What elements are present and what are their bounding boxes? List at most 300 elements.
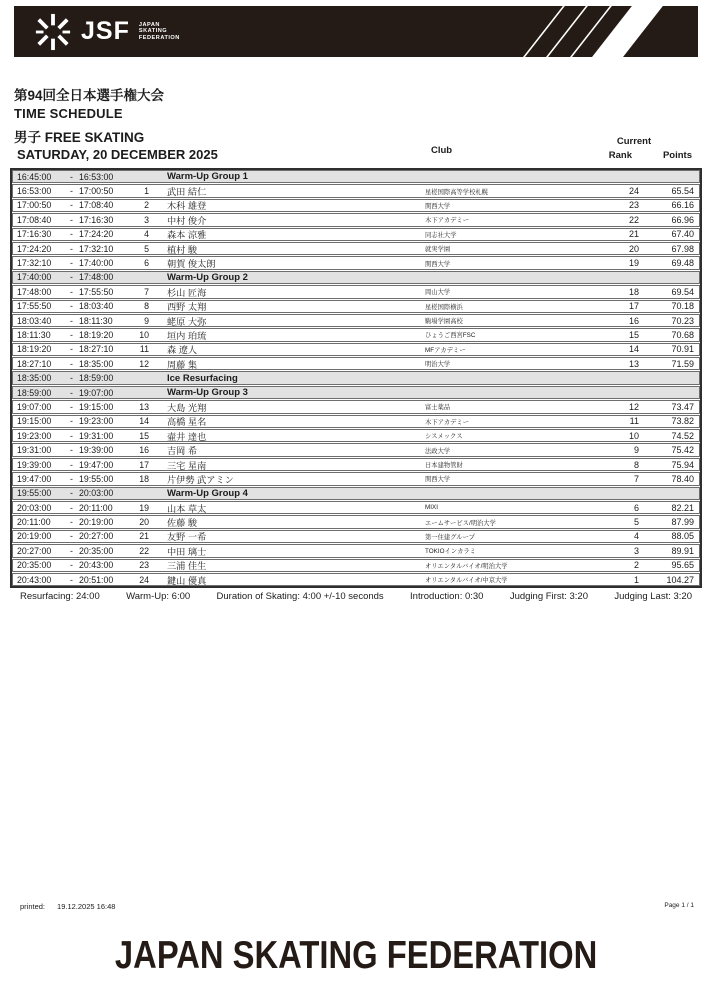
- current-rank: 18: [628, 286, 639, 297]
- time-range: [13, 200, 125, 210]
- time-separator: -: [70, 401, 73, 412]
- club-name: 富士薬品: [425, 404, 451, 412]
- time-separator: -: [70, 459, 73, 470]
- schedule-row: [12, 429, 700, 442]
- current-points: 75.94: [671, 459, 694, 470]
- skater-name: 中村 俊介: [167, 215, 207, 226]
- start-number: 8: [144, 301, 149, 312]
- end-time: 19:39:00: [79, 445, 114, 456]
- club-name: 関西大学: [425, 260, 451, 268]
- start-time: 20:11:00: [17, 517, 51, 528]
- start-number: 16: [139, 445, 149, 456]
- current-points: 71.59: [671, 358, 694, 369]
- time-separator: -: [70, 531, 73, 542]
- group-label: Ice Resurfacing: [167, 372, 238, 384]
- current-points: 73.47: [671, 401, 694, 412]
- group-label: Warm-Up Group 1: [167, 171, 248, 183]
- group-label: Warm-Up Group 2: [167, 271, 248, 283]
- diagonal-stripe-wide: [579, 6, 673, 57]
- time-separator: -: [70, 243, 73, 254]
- time-range: [13, 531, 125, 541]
- schedule-row: [12, 559, 700, 572]
- current-rank: 10: [628, 430, 639, 441]
- current-points: 75.42: [671, 445, 694, 456]
- time-separator: -: [70, 186, 73, 197]
- end-time: 19:47:00: [79, 459, 114, 470]
- time-range: [13, 517, 125, 527]
- current-points: 67.40: [671, 229, 694, 240]
- schedule-row: [12, 213, 700, 226]
- time-separator: -: [70, 358, 73, 369]
- skater-name: 鍵山 優真: [167, 575, 207, 586]
- start-number: 21: [139, 531, 149, 542]
- time-separator: -: [70, 344, 73, 355]
- time-range: [13, 503, 125, 513]
- start-number: 3: [144, 214, 149, 225]
- time-range: [13, 402, 125, 412]
- end-time: 16:53:00: [79, 171, 114, 182]
- start-number: 1: [144, 186, 149, 197]
- printed-label: printed:: [20, 902, 46, 911]
- schedule-row: [12, 472, 700, 485]
- club-name: ひょうご西宮FSC: [425, 332, 476, 340]
- current-points: 89.91: [671, 545, 694, 556]
- timing-note: Resurfacing: 24:00: [20, 591, 100, 602]
- current-points: 88.05: [671, 531, 694, 542]
- start-time: 20:27:00: [17, 545, 52, 556]
- timing-note: Warm-Up: 6:00: [126, 591, 191, 602]
- time-range: [13, 330, 125, 340]
- skater-name: 壷井 達也: [167, 431, 207, 442]
- jsf-logo: [34, 6, 180, 57]
- segment-title: 男子 FREE SKATING: [14, 130, 145, 145]
- time-separator: -: [70, 373, 73, 384]
- start-number: 24: [139, 574, 149, 585]
- schedule-row: [12, 443, 700, 456]
- end-time: 19:55:00: [79, 473, 114, 484]
- time-range: [13, 474, 125, 484]
- end-time: 19:31:00: [79, 430, 114, 441]
- time-range: [13, 258, 125, 268]
- end-time: 18:19:20: [79, 329, 114, 340]
- start-time: 20:35:00: [17, 560, 52, 571]
- printed-timestamp: [20, 902, 115, 911]
- current-rank: 16: [628, 315, 639, 326]
- end-time: 19:07:00: [79, 387, 114, 398]
- start-number: 2: [144, 200, 149, 211]
- end-time: 17:40:00: [79, 258, 114, 269]
- club-name: 明治大学: [425, 361, 451, 369]
- current-rank: 22: [628, 214, 639, 225]
- start-time: 20:19:00: [17, 531, 52, 542]
- end-time: 20:51:00: [79, 574, 114, 585]
- schedule-row: [12, 242, 700, 255]
- time-separator: -: [70, 329, 73, 340]
- club-name: 法政大学: [425, 447, 451, 455]
- club-name: シスメックス: [425, 433, 463, 441]
- time-range: [13, 244, 125, 254]
- start-time: 19:23:00: [17, 430, 52, 441]
- time-range: [13, 416, 125, 426]
- time-separator: -: [70, 229, 73, 240]
- end-time: 18:59:00: [79, 373, 114, 384]
- start-time: 20:03:00: [17, 502, 52, 513]
- jsf-logo-subtext-line1: JAPAN: [138, 21, 160, 28]
- start-number: 17: [139, 459, 149, 470]
- time-range: [13, 215, 125, 225]
- current-points: 87.99: [671, 517, 694, 528]
- skater-name: 蛯原 大弥: [167, 316, 207, 327]
- club-name: 同志社大学: [425, 231, 457, 239]
- current-rank: 19: [628, 258, 639, 269]
- club-name: 星槎国際横浜: [425, 303, 463, 311]
- start-time: 17:08:40: [17, 214, 52, 225]
- start-number: 4: [144, 229, 149, 240]
- start-time: 17:16:30: [17, 229, 52, 240]
- current-points: 78.40: [671, 473, 694, 484]
- start-number: 10: [139, 329, 149, 340]
- current-points: 95.65: [671, 560, 694, 571]
- club-name: 関西大学: [425, 202, 451, 210]
- time-range: [13, 388, 125, 398]
- start-time: 16:53:00: [17, 186, 52, 197]
- current-rank: 3: [633, 545, 639, 556]
- schedule-row: [12, 256, 700, 269]
- time-separator: -: [70, 286, 73, 297]
- skater-name: 植村 駿: [167, 244, 198, 255]
- current-points: 65.54: [671, 186, 694, 197]
- timing-note: Duration of Skating: 4:00 +/-10 seconds: [216, 591, 384, 602]
- end-time: 17:16:30: [79, 214, 114, 225]
- time-separator: -: [70, 502, 73, 513]
- schedule-group-row: [12, 487, 700, 500]
- group-label: Warm-Up Group 3: [167, 387, 248, 399]
- column-header-current: Current: [616, 136, 652, 147]
- current-points: 104.27: [666, 574, 694, 585]
- end-time: 17:55:50: [79, 286, 114, 297]
- end-time: 18:11:30: [79, 315, 113, 326]
- time-separator: -: [70, 272, 73, 283]
- time-separator: -: [70, 445, 73, 456]
- start-time: 19:31:00: [17, 445, 52, 456]
- start-time: 17:40:00: [17, 272, 52, 283]
- end-time: 20:11:00: [79, 502, 113, 513]
- jsf-logo-subtext-line2: SKATING: [138, 28, 168, 35]
- time-range: [13, 172, 125, 182]
- current-rank: 8: [633, 459, 639, 470]
- current-rank: 15: [628, 329, 639, 340]
- schedule-group-row: [12, 386, 700, 399]
- schedule-group-row: [12, 371, 700, 384]
- current-rank: 5: [633, 517, 639, 528]
- skater-name: 友野 一希: [167, 532, 207, 543]
- schedule-row: [12, 314, 700, 327]
- skater-name: 武田 結仁: [167, 187, 207, 198]
- schedule-row: [12, 458, 700, 471]
- club-name: オリエンタルバイオ/明治大学: [425, 562, 508, 570]
- time-separator: -: [70, 214, 73, 225]
- start-number: 23: [139, 560, 149, 571]
- end-time: 18:03:40: [79, 301, 114, 312]
- schedule-group-row: [12, 170, 700, 183]
- column-header-rank: Rank: [608, 150, 632, 161]
- skater-name: 西野 太翔: [167, 302, 207, 313]
- time-range: [13, 373, 125, 383]
- skater-name: 三宅 星南: [167, 460, 207, 471]
- schedule-row: [12, 400, 700, 413]
- skater-name: 高橋 星名: [167, 417, 207, 428]
- club-name: 岡山大学: [425, 289, 451, 297]
- skater-name: 朝賀 俊太朗: [167, 259, 216, 270]
- time-range: [13, 546, 125, 556]
- end-time: 17:00:50: [79, 186, 114, 197]
- skater-name: 杉山 匠海: [167, 287, 207, 298]
- document-title: TIME SCHEDULE: [14, 106, 123, 121]
- start-number: 7: [144, 286, 149, 297]
- current-points: 69.48: [671, 258, 694, 269]
- end-time: 20:03:00: [79, 488, 114, 499]
- schedule-row: [12, 328, 700, 341]
- time-separator: -: [70, 473, 73, 484]
- current-rank: 6: [633, 502, 639, 513]
- start-time: 16:45:00: [17, 171, 52, 182]
- time-separator: -: [70, 574, 73, 585]
- start-number: 15: [139, 430, 149, 441]
- current-points: 66.96: [671, 214, 694, 225]
- schedule-row: [12, 501, 700, 514]
- time-range: [13, 316, 125, 326]
- schedule-rows: [12, 170, 700, 586]
- start-time: 17:32:10: [17, 258, 52, 269]
- club-name: MIXI: [425, 504, 438, 512]
- skater-name: 吉岡 希: [167, 446, 198, 457]
- current-points: 70.91: [671, 344, 694, 355]
- club-name: 駒場学園高校: [425, 318, 463, 326]
- schedule-group-row: [12, 271, 700, 284]
- timing-note: Judging Last: 3:20: [614, 591, 692, 602]
- current-rank: 20: [628, 243, 639, 254]
- time-range: [13, 575, 125, 585]
- current-points: 70.68: [671, 329, 694, 340]
- time-separator: -: [70, 315, 73, 326]
- time-separator: -: [70, 171, 73, 182]
- start-time: 20:43:00: [17, 574, 52, 585]
- start-time: 17:48:00: [17, 286, 52, 297]
- skater-name: 森 遼人: [167, 345, 198, 356]
- time-range: [13, 445, 125, 455]
- start-number: 22: [139, 545, 149, 556]
- start-time: 19:07:00: [17, 401, 52, 412]
- skater-name: 木科 雄登: [167, 201, 207, 212]
- jsf-snowflake-icon: [34, 13, 72, 51]
- end-time: 19:15:00: [79, 401, 114, 412]
- skater-name: 山本 草太: [167, 503, 207, 514]
- current-rank: 24: [628, 186, 639, 197]
- current-rank: 17: [628, 301, 639, 312]
- start-time: 19:47:00: [17, 473, 52, 484]
- club-name: 木下アカデミー: [425, 217, 470, 225]
- club-name: エームサービス/明治大学: [425, 519, 496, 527]
- skater-name: 三浦 佳生: [167, 561, 207, 572]
- current-rank: 23: [628, 200, 639, 211]
- club-name: MFアカデミー: [425, 346, 466, 354]
- diagonal-stripe-thin: [510, 6, 574, 57]
- time-separator: -: [70, 430, 73, 441]
- start-number: 12: [139, 358, 149, 369]
- time-separator: -: [70, 301, 73, 312]
- page-number: Page 1 / 1: [664, 902, 694, 909]
- end-time: 17:32:10: [79, 243, 114, 254]
- federation-wordmark-wrap: [0, 934, 712, 978]
- schedule-row: [12, 343, 700, 356]
- printed-value: 19.12.2025 16:48: [57, 902, 116, 911]
- timing-notes: [10, 591, 702, 602]
- start-number: 9: [144, 315, 149, 326]
- current-rank: 7: [633, 473, 639, 484]
- column-header-points: Points: [662, 150, 692, 161]
- time-range: [13, 460, 125, 470]
- current-rank: 21: [628, 229, 639, 240]
- start-time: 18:35:00: [17, 373, 52, 384]
- end-time: 20:43:00: [79, 560, 114, 571]
- end-time: 17:24:20: [79, 229, 114, 240]
- club-name: 関西大学: [425, 476, 451, 484]
- time-separator: -: [70, 200, 73, 211]
- skater-name: 片伊勢 武アミン: [167, 474, 234, 485]
- jsf-logo-text: JSF: [81, 17, 130, 45]
- schedule-row: [12, 285, 700, 298]
- schedule-table: [10, 168, 702, 588]
- start-number: 11: [139, 344, 149, 355]
- club-name: オリエンタルバイオ/中京大学: [425, 577, 508, 585]
- schedule-row: [12, 415, 700, 428]
- end-time: 20:19:00: [79, 517, 114, 528]
- schedule-row: [12, 357, 700, 370]
- current-rank: 14: [628, 344, 639, 355]
- club-name: 第一住建グループ: [425, 533, 475, 541]
- current-points: 67.98: [671, 243, 694, 254]
- start-time: 19:55:00: [17, 488, 52, 499]
- time-separator: -: [70, 545, 73, 556]
- end-time: 19:23:00: [79, 416, 114, 427]
- start-number: 5: [144, 243, 149, 254]
- start-time: 19:39:00: [17, 459, 52, 470]
- start-time: 17:00:50: [17, 200, 52, 211]
- current-points: 66.16: [671, 200, 694, 211]
- current-points: 74.52: [671, 430, 694, 441]
- start-time: 18:27:10: [17, 358, 52, 369]
- time-range: [13, 344, 125, 354]
- time-range: [13, 287, 125, 297]
- jsf-logo-subtext-line3: FEDERATION: [138, 34, 180, 41]
- time-separator: -: [70, 416, 73, 427]
- end-time: 18:35:00: [79, 358, 114, 369]
- current-rank: 1: [633, 574, 639, 585]
- start-number: 14: [139, 416, 149, 427]
- current-rank: 11: [629, 416, 639, 427]
- time-separator: -: [70, 258, 73, 269]
- start-number: 20: [139, 517, 149, 528]
- current-points: 70.18: [671, 301, 694, 312]
- skater-name: 周藤 集: [167, 359, 198, 370]
- start-number: 18: [139, 473, 149, 484]
- current-rank: 4: [633, 531, 639, 542]
- current-rank: 12: [628, 401, 639, 412]
- time-separator: -: [70, 560, 73, 571]
- time-range: [13, 488, 125, 498]
- schedule-row: [12, 199, 700, 212]
- group-label: Warm-Up Group 4: [167, 487, 248, 499]
- skater-name: 中田 璃士: [167, 546, 207, 557]
- start-number: 19: [139, 502, 149, 513]
- jsf-logo-subtext: [139, 22, 180, 41]
- skater-name: 大島 光翔: [167, 402, 207, 413]
- schedule-row: [12, 573, 700, 586]
- current-points: 82.21: [671, 502, 694, 513]
- schedule-row: [12, 530, 700, 543]
- start-time: 17:24:20: [17, 243, 52, 254]
- timing-note: Introduction: 0:30: [410, 591, 484, 602]
- start-time: 18:59:00: [17, 387, 52, 398]
- current-points: 73.82: [671, 416, 694, 427]
- current-rank: 13: [628, 358, 639, 369]
- current-rank: 2: [633, 560, 639, 571]
- skater-name: 森本 涼雅: [167, 230, 207, 241]
- event-title: 第94回全日本選手権大会: [14, 88, 165, 103]
- club-name: 木下アカデミー: [425, 418, 470, 426]
- club-name: 就実学園: [425, 246, 451, 254]
- start-time: 17:55:50: [17, 301, 52, 312]
- start-time: 18:03:40: [17, 315, 52, 326]
- end-time: 18:27:10: [79, 344, 114, 355]
- club-name: 星槎国際高等学校札幌: [425, 188, 488, 196]
- schedule-row: [12, 184, 700, 197]
- time-range: [13, 560, 125, 570]
- skater-name: 佐藤 駿: [167, 518, 198, 529]
- schedule-row: [12, 515, 700, 528]
- schedule-row: [12, 228, 700, 241]
- time-range: [13, 272, 125, 282]
- end-time: 20:27:00: [79, 531, 114, 542]
- club-name: TOKIOインカラミ: [425, 548, 476, 556]
- start-number: 6: [144, 258, 149, 269]
- session-date: SATURDAY, 20 DECEMBER 2025: [17, 147, 218, 162]
- current-rank: 9: [633, 445, 639, 456]
- time-range: [13, 431, 125, 441]
- current-points: 69.54: [671, 286, 694, 297]
- federation-wordmark: JAPAN SKATING FEDERATION: [114, 934, 598, 977]
- brand-bar: [14, 6, 698, 57]
- skater-name: 垣内 珀琉: [167, 331, 207, 341]
- schedule-row: [12, 544, 700, 557]
- timing-note: Judging First: 3:20: [509, 591, 588, 602]
- start-number: 13: [139, 401, 149, 412]
- time-separator: -: [70, 387, 73, 398]
- time-range: [13, 186, 125, 196]
- time-range: [13, 301, 125, 311]
- schedule-row: [12, 300, 700, 313]
- start-time: 19:15:00: [17, 416, 52, 427]
- time-separator: -: [70, 488, 73, 499]
- end-time: 17:48:00: [79, 272, 114, 283]
- start-time: 18:11:30: [17, 329, 51, 340]
- time-range: [13, 359, 125, 369]
- current-points: 70.23: [671, 315, 694, 326]
- time-range: [13, 229, 125, 239]
- end-time: 17:08:40: [79, 200, 114, 211]
- column-header-club: Club: [431, 145, 453, 156]
- club-name: 日本建物管財: [425, 462, 463, 469]
